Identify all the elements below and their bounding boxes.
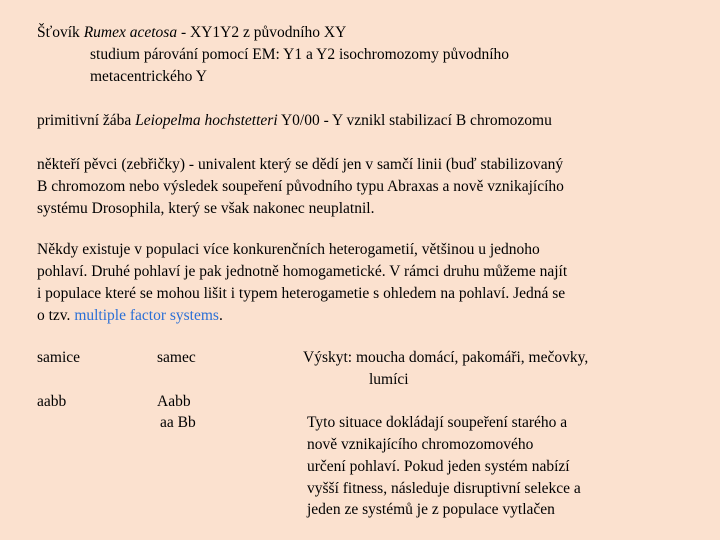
female-genotype: aabb bbox=[37, 393, 67, 410]
heterogamety-line-4 bbox=[37, 305, 223, 327]
male-genotype-2: aa Bb bbox=[160, 414, 196, 431]
heterogamety-prefix: o tzv. bbox=[37, 307, 75, 324]
leiopelma-suffix: Y0/00 - Y vznikl stabilizací B chromozomu bbox=[277, 112, 552, 129]
occurrence-line-1: Výskyt: moucha domácí, pakomáři, mečovky, bbox=[303, 349, 589, 366]
rumex-suffix: - XY1Y2 z původního XY bbox=[177, 24, 347, 41]
note-line-2: nově vznikajícího chromozomového bbox=[307, 436, 534, 453]
leiopelma-line bbox=[37, 110, 552, 132]
heterogamety-line-1: Někdy existuje v populaci více konkurenčních heterogametií, většinou u jednoho bbox=[37, 241, 540, 258]
note-line-3: určení pohlaví. Pokud jeden systém nabízí bbox=[307, 458, 570, 475]
rumex-line bbox=[37, 22, 346, 44]
occurrence-line-2: lumíci bbox=[369, 371, 409, 388]
note-line-4: vyšší fitness, následuje disruptivní selekce a bbox=[307, 480, 581, 497]
rumex-study-line: studium párování pomocí EM: Y1 a Y2 isochromozomy původního bbox=[90, 46, 510, 63]
leiopelma-species-name: Leiopelma hochstetteri bbox=[135, 112, 278, 129]
heterogamety-line-2: pohlaví. Druhé pohlaví je pak jednotně homogametické. V rámci druhu můžeme najít bbox=[37, 263, 568, 280]
rumex-metacentric-line: metacentrického Y bbox=[90, 68, 207, 85]
heterogamety-line-3: i populace které se mohou lišit i typem heterogametie s ohledem na pohlaví. Jedná se bbox=[37, 285, 566, 302]
female-header: samice bbox=[37, 349, 81, 366]
birds-line-1: někteří pěvci (zebřičky) - univalent který se dědí jen v samčí linii (buď stabilizovaný bbox=[37, 156, 564, 173]
birds-line-3: systému Drosophila, který se však nakonec neuplatnil. bbox=[37, 200, 375, 217]
male-genotype-1: Aabb bbox=[157, 393, 191, 410]
rumex-species-name: Rumex acetosa bbox=[83, 24, 178, 41]
note-line-1: Tyto situace dokládají soupeření starého a bbox=[307, 414, 568, 431]
heterogamety-suffix: . bbox=[218, 307, 223, 324]
multiple-factor-systems-term: multiple factor systems bbox=[74, 307, 219, 324]
male-header: samec bbox=[157, 349, 196, 366]
note-line-5: jeden ze systémů je z populace vytlačen bbox=[307, 501, 555, 518]
leiopelma-prefix: primitivní žába bbox=[37, 112, 136, 129]
rumex-prefix: Šťovík bbox=[37, 24, 84, 41]
birds-line-2: B chromozom nebo výsledek soupeření původního typu Abraxas a nově vznikajícího bbox=[37, 178, 564, 195]
